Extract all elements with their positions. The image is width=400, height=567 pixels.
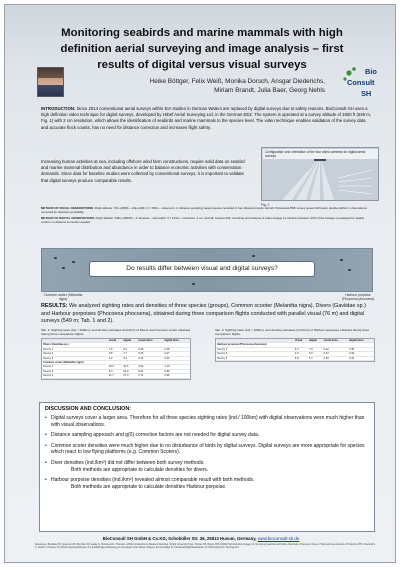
table-cell: Survey 1: [42, 347, 108, 351]
introduction-paragraph: [41, 106, 371, 131]
author-list: [125, 77, 325, 95]
table-cell: 0.39: [348, 352, 374, 356]
logo-word-2: Consult: [347, 78, 375, 87]
discussion-item-text: Diver densities (ind./km²) did not differ between both survey methods.: [51, 459, 205, 466]
discussion-item-subtext: Both methods are appropriate to calculate densities Harbour porpoise.: [71, 483, 227, 490]
table-cell: 0.33: [163, 356, 190, 360]
discussion-item: [45, 443, 371, 456]
table-cell: 31.5: [122, 365, 137, 369]
table-header-cell: visual: [108, 339, 123, 343]
discussion-item: [45, 460, 371, 473]
table-1-caption: Tab. 1: Sighting rates (ind. / 100km), and density estimates (ind./km²) of Divers and Common scoter obtained during three comparison flights.: [41, 328, 190, 336]
table-row: [42, 374, 190, 378]
table-cell: 6.3: [294, 347, 308, 351]
table-cell: 6.1: [308, 356, 323, 360]
bioconsult-logo: [341, 63, 387, 101]
introduction-label: INTRODUCTION:: [41, 106, 76, 111]
porpoise-mark: [348, 269, 351, 271]
table-cell: 9.4: [122, 356, 137, 360]
table-cell: Common scoter (Melanitta nigra): [42, 361, 108, 365]
table-cell: 0.05: [137, 352, 163, 356]
website-link[interactable]: www.bioconsult-sh.de: [257, 536, 300, 541]
table-cell: 2.2: [108, 356, 123, 360]
table-cell: Survey 1: [42, 365, 108, 369]
table-header-cell: visual dens.: [323, 339, 348, 343]
table-cell: Survey 2: [216, 352, 294, 356]
table-cell: 0.39: [323, 356, 348, 360]
table-cell: 0.43: [348, 356, 374, 360]
table-2: [215, 338, 375, 362]
table-cell: Survey 1: [216, 347, 294, 351]
table-cell: 0.8: [108, 352, 123, 356]
table-cell: 5.6: [308, 352, 323, 356]
table-cell: Survey 3: [216, 356, 294, 360]
results-paragraph: [41, 303, 373, 326]
digital-method-label: METHOD OF DIGITAL OBSERVATIONS:: [41, 216, 95, 220]
author-photo: [37, 67, 64, 97]
table-header-cell: digital: [122, 339, 137, 343]
bird-mark: [72, 261, 75, 263]
table-cell: Harbour porpoise (Phocoena phocoena): [216, 343, 294, 347]
bullet-icon: •: [45, 442, 47, 449]
table-cell: 0.96: [163, 374, 190, 378]
figure-1-caption: Fig. 1: [261, 203, 270, 207]
table-cell: 5.8: [294, 356, 308, 360]
discussion-item: [45, 415, 371, 428]
methods-section: [41, 206, 373, 224]
logo-word-3: SH: [361, 89, 372, 98]
author-line-2: Miriam Brandt, Julia Baer, Georg Nehls: [214, 87, 325, 94]
footer: [5, 536, 396, 541]
discussion-item-text: Digital surveys cover a larger area. Therefore for all three species sighting rates (ind./ 100km) with digital observations were much higher than with visual observations.: [51, 415, 365, 428]
table-cell: 8.4: [108, 369, 123, 373]
table-2-caption: Tab. 2: Sighting rates (ind. / 100km), and density estimates (ind./km²) of Harbour porpoises obtained during three comparison flights.: [215, 328, 370, 336]
table-cell: 0.09: [137, 347, 163, 351]
table-header-cell: digital dens.: [348, 339, 374, 343]
table-cell: Survey 3: [42, 356, 108, 360]
table-cell: 0.49: [348, 347, 374, 351]
footer-address: BioConsult SH GmbH & Co.KG, Schobüller Str. 36, 25813 Husum, Germany,: [102, 536, 258, 541]
table-row: [216, 356, 374, 360]
table-cell: 0.28: [163, 347, 190, 351]
camera-configuration-figure: [261, 147, 379, 201]
table-cell: 0.12: [137, 356, 163, 360]
discussion-item-text: Distance sampling approach and g(0) correction factors are not needed for digital survey data.: [51, 432, 260, 439]
bullet-icon: •: [45, 432, 47, 439]
table-cell: 0.33: [323, 352, 348, 356]
table-cell: 7.7: [122, 352, 137, 356]
table-2-grid: [216, 339, 374, 361]
common-scoter-caption: Common scoter (Melanitta nigra): [43, 293, 83, 302]
bird-mark: [252, 255, 255, 257]
table-header-cell: digital: [308, 339, 323, 343]
logo-word-1: Bio: [365, 67, 377, 76]
bird-mark: [192, 283, 195, 285]
table-cell: Survey 2: [42, 352, 108, 356]
bullet-icon: •: [45, 415, 47, 421]
bullet-icon: •: [45, 477, 47, 484]
table-cell: 11.7: [108, 374, 123, 378]
table-cell: Survey 2: [42, 369, 108, 373]
table-header-cell: visual: [294, 339, 308, 343]
author-line-1: Heike Böttger, Felix Weiß, Monika Dorsch, Ansgar Diederichs,: [149, 78, 325, 85]
table-cell: 4.9: [294, 352, 308, 356]
discussion-item-text: Harbour porpoise densities (ind./km²) revealed almost comparable result with both methods.: [51, 477, 255, 484]
table-cell: 7.0: [308, 347, 323, 351]
table-cell: Divers (Gaviidae sp.): [42, 343, 108, 347]
bullet-icon: •: [45, 459, 47, 466]
table-header-cell: visual dens.: [137, 339, 163, 343]
visual-method-label: METHOD OF VISUAL OBSERVATIONS:: [41, 206, 95, 210]
introduction-text: Since 2014 conventional aerial surveys within EIA studies in German Waters are replaced by digital surveys due to safety reasons. BioConsult SH uses a high definition video technique for digital surveys, developed by HiDef Aerial Surveying Ltd. in the German EEZ. The system is operated at a survey altitude of 1800 ft (549 m, Fig. 1) with 2 cm resolution, which allows the identification of seabirds and marine mammals to the species level. The video technique enables validation of the survey data and accurate flock counts, has no need for distance correction and increases flight safety.: [41, 106, 372, 130]
results-text: We analyzed sighting rates and densities of three species (groups), Common scooter (Melanitta nigra), Divers (Gaviidae sp.) and Harbour porpoises (Phocoena phocoena), obtained during three comparison flights conducted with parallel visual (76 m) and digital surveys (549 m; Tab. 1 and 2).: [41, 303, 366, 325]
table-cell: 0.92: [137, 365, 163, 369]
table-cell: 22.9: [122, 369, 137, 373]
poster-title: Monitoring seabirds and marine mammals with high definition aerial surveying and image analysis – first results of digital versus visual surveys: [60, 27, 344, 71]
digital-method: [41, 216, 373, 224]
discussion-item: [45, 432, 371, 439]
discussion-title: DISCUSSION AND CONCLUSION:: [45, 406, 132, 412]
digital-method-text: Flight altitude: 549m (1800ft) – 4 cameras – strip-width: 4 × 143m – resolution: 2 cm; aircraft: Cessna 402; recording and analysis of video footage by trained reviewers; 20% of the footage re-analysed for quality control; no distance correction needed.: [41, 216, 365, 224]
poster: [4, 4, 396, 563]
bird-mark: [54, 257, 57, 259]
discussion-item-subtext: Both methods are appropriate to calculate densities for divers.: [71, 466, 209, 473]
table-cell: 0.71: [137, 374, 163, 378]
research-question-box: Do results differ between visual and digital surveys?: [89, 261, 315, 277]
table-1: [41, 338, 191, 380]
references: References: Buckland ST, Anderson DR, Burnham KP, Laake JL, Borchers DL, Thomas L (2001) Introduction to Distance Sampling. Oxford University Press. Thaxter CB, Burton NHK (2009) High Definition Imagery for Surveying Seabirds and Marine Mammals: A Review of Recent Trials and Development of Protocols. BTO. Diederichs A, Nehls G, Petersen IK (2002) Flugzeugzählungen zur großflächigen Erfassung von Seevögeln und marinen Säugern als Grundlage für Umweltverträglichkeitsstudien im Offshorebereich. Seevögel 23.: [35, 544, 375, 549]
table-cell: 15.2: [108, 365, 123, 369]
table-cell: 1.6: [108, 347, 123, 351]
results-label: RESULTS:: [41, 303, 68, 309]
visual-method: [41, 206, 373, 214]
table-1-grid: [42, 339, 190, 379]
table-cell: 0.51: [137, 369, 163, 373]
table-cell: 0.80: [163, 369, 190, 373]
table-cell: 0.42: [323, 347, 348, 351]
table-cell: Survey 3: [42, 374, 108, 378]
figure-inset-caption: Configuration and orientation of the four video cameras for digital aerial surveys: [263, 149, 379, 159]
bird-mark: [62, 267, 65, 269]
motivation-paragraph: Increasing human activities at sea, including offshore wind farm constructions, require solid data on seabird and marine mammal distribution and abundance in order to balance economic activities with conservation demands. Since data for baseline studies were collected by conventional surveys, it is important to validate that digital surveys produce comparable results.: [41, 159, 245, 183]
table-cell: 8.1: [122, 347, 137, 351]
discussion-item: [45, 477, 371, 490]
table-cell: 0.27: [163, 352, 190, 356]
harbour-porpoise-caption: Harbour porpoise (Phocoena phocoena): [341, 293, 375, 302]
table-header-cell: digital dens.: [163, 339, 190, 343]
visual-method-text: Flight altitude: 76m (250ft) – strip-width: 2 × 150m – observers: 2; distance sampling; target species recorded in four distance bands; aircraft: Partenavia P68; survey speed 100 knots; double platform; observations corrected for detection probability.: [41, 206, 367, 214]
discussion-item-text: Common scoter densities were much higher due to no disturbance of birds by digital surveys. Digital surveys are more appropriate for species which react to low flying platforms (e.g. Common Scoters).: [51, 442, 365, 456]
table-cell: 27.3: [122, 374, 137, 378]
table-cell: 1.10: [163, 365, 190, 369]
discussion-box: [39, 402, 375, 532]
discussion-list: [45, 415, 371, 494]
porpoise-mark: [340, 259, 343, 261]
